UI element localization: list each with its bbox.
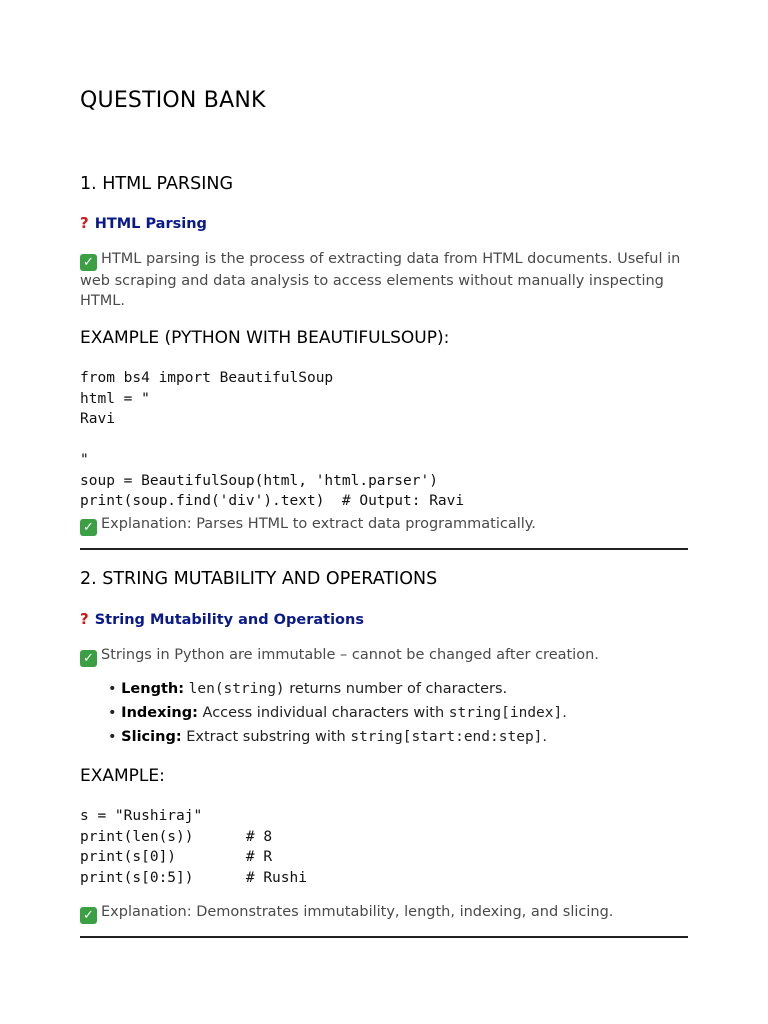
- section-divider: [80, 548, 688, 550]
- check-mark-icon: ✓: [80, 254, 97, 271]
- section-1-answer-text: HTML parsing is the process of extracting data from HTML documents. Useful in web scraping and data analysis to access elements without manually inspecting HTML.: [80, 251, 681, 309]
- bullet-term: Slicing:: [121, 729, 182, 745]
- question-mark-icon: ?: [80, 214, 89, 232]
- bullet-code: len(string): [188, 681, 285, 697]
- section-divider: [80, 936, 688, 938]
- bullet-code: string[start:end:step]: [350, 729, 543, 745]
- section-1-answer: [80, 249, 688, 311]
- section-1-example-heading: EXAMPLE (PYTHON WITH BEAUTIFULSOUP):: [80, 328, 450, 348]
- bullet-text: .: [542, 729, 548, 745]
- bullet-text: Extract substring with: [181, 729, 351, 745]
- section-2-explanation: [80, 902, 688, 924]
- section-1-question-text: HTML Parsing: [94, 216, 207, 232]
- check-mark-icon: ✓: [80, 907, 97, 924]
- section-1-explanation-text: Explanation: Parses HTML to extract data programmatically.: [101, 516, 536, 532]
- section-2-answer-text: Strings in Python are immutable – cannot be changed after creation.: [101, 647, 599, 663]
- list-item: • Length: len(string) returns number of characters.: [108, 681, 508, 697]
- section-2-question-text: String Mutability and Operations: [94, 612, 364, 628]
- question-mark-icon: ?: [80, 610, 89, 628]
- section-2-heading: 2. STRING MUTABILITY AND OPERATIONS: [80, 569, 438, 589]
- section-1-explanation: [80, 514, 688, 536]
- document-title: QUESTION BANK: [80, 88, 266, 113]
- section-2-question: [80, 610, 688, 628]
- bullet-term: Indexing:: [121, 705, 198, 721]
- check-mark-icon: ✓: [80, 519, 97, 536]
- list-item: • Slicing: Extract substring with string[start:end:step].: [108, 729, 548, 745]
- section-1-code-block: from bs4 import BeautifulSoup html = " Ravi " soup = BeautifulSoup(html, 'html.parser') print(soup.find('div').text) # Output: Ravi: [80, 370, 465, 509]
- bullet-text: returns number of characters.: [284, 681, 508, 697]
- bullet-term: Length:: [121, 681, 185, 697]
- section-2-example-heading: EXAMPLE:: [80, 766, 165, 786]
- check-mark-icon: ✓: [80, 650, 97, 667]
- section-1-question: [80, 214, 688, 232]
- list-item: • Indexing: Access individual characters with string[index].: [108, 705, 567, 721]
- section-2-explanation-text: Explanation: Demonstrates immutability, length, indexing, and slicing.: [101, 904, 614, 920]
- bullet-text: .: [562, 705, 567, 721]
- bullet-code: string[index]: [448, 705, 563, 721]
- section-2-code-block: s = "Rushiraj" print(len(s)) # 8 print(s[0]) # R print(s[0:5]) # Rushi: [80, 808, 307, 886]
- section-1-heading: 1. HTML PARSING: [80, 174, 234, 194]
- section-2-answer: [80, 645, 688, 667]
- section-2-bullet-list: [80, 677, 688, 749]
- bullet-text: Access individual characters with: [197, 705, 449, 721]
